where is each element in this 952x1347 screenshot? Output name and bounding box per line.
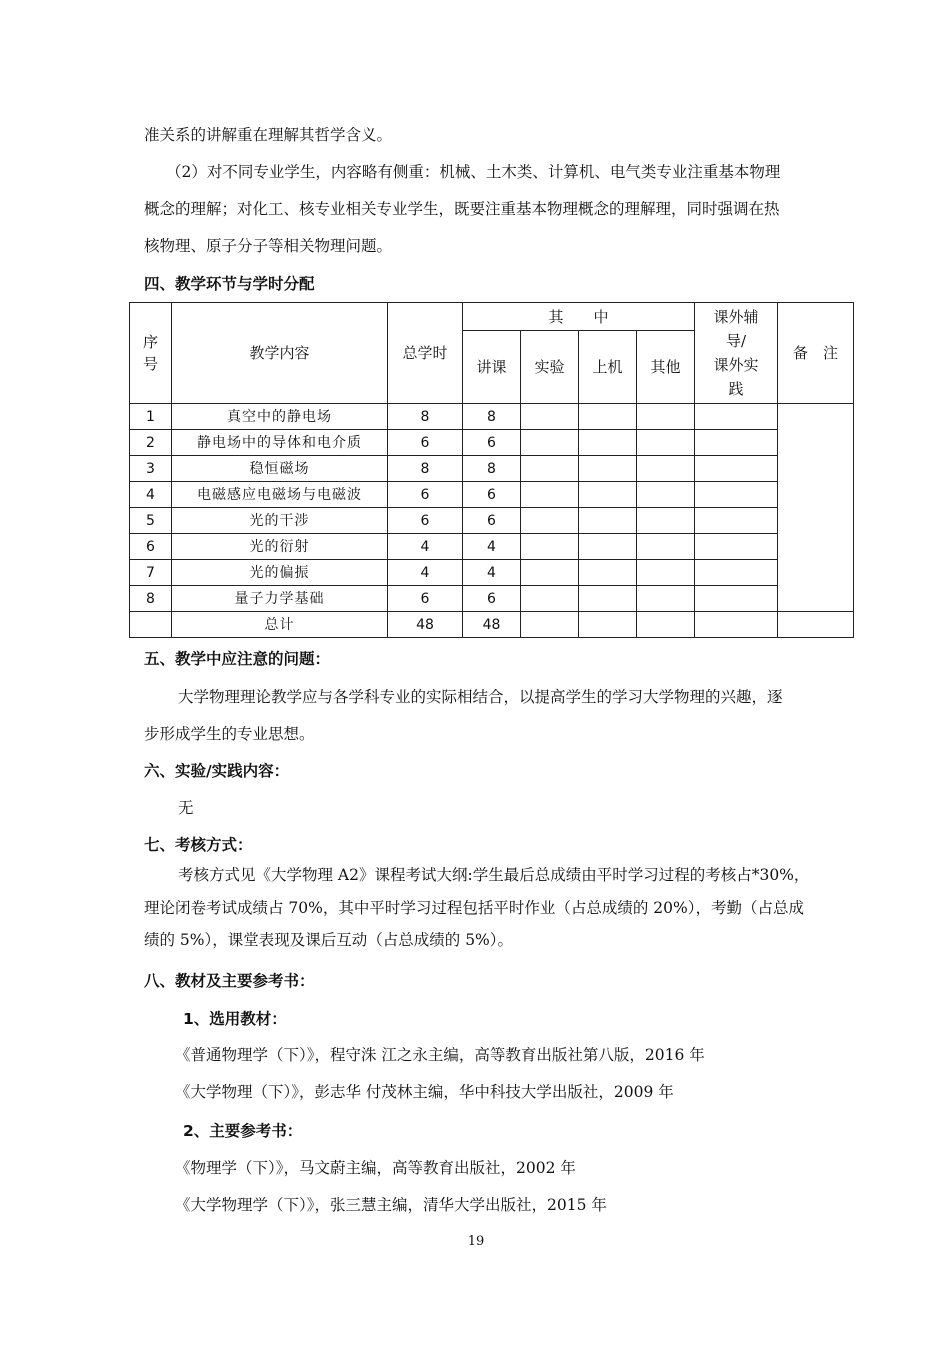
row-other (637, 508, 695, 534)
row-lecture: 6 (463, 508, 521, 534)
row-total: 8 (388, 456, 463, 482)
row-content: 真空中的静电场 (172, 404, 388, 430)
section-heading-4: 四、教学环节与学时分配 (144, 275, 315, 293)
row-other (637, 404, 695, 430)
header-among: 其 中 (463, 303, 695, 331)
row-total: 8 (388, 404, 463, 430)
row-content: 光的干涉 (172, 508, 388, 534)
total-row-experiment (521, 612, 579, 638)
reference-item: 《普通物理学（下）》，程守洙 江之永主编，高等教育出版社第八版，2016 年 (175, 1046, 705, 1064)
paragraph-line: 概念的理解；对化工、核专业相关专业学生，既要注重基本物理概念的理解理，同时强调在热 (144, 200, 780, 218)
row-seq: 1 (130, 404, 172, 430)
total-row-label: 总计 (172, 612, 388, 638)
reference-item: 《物理学（下）》，马文蔚主编，高等教育出版社，2002 年 (175, 1159, 576, 1177)
row-seq: 5 (130, 508, 172, 534)
row-computer (579, 404, 637, 430)
row-content: 静电场中的导体和电介质 (172, 430, 388, 456)
row-lecture: 6 (463, 586, 521, 612)
row-experiment (521, 456, 579, 482)
row-experiment (521, 560, 579, 586)
header-extra-line: 课外辅 (713, 308, 759, 326)
row-lecture: 8 (463, 404, 521, 430)
paragraph-line: （2）对不同专业学生，内容略有侧重：机械、土木类、计算机、电气类专业注重基本物理 (166, 163, 781, 181)
row-content: 光的偏振 (172, 560, 388, 586)
row-total: 6 (388, 482, 463, 508)
row-seq: 4 (130, 482, 172, 508)
row-experiment (521, 404, 579, 430)
row-computer (579, 560, 637, 586)
row-extra (695, 404, 778, 430)
header-total: 总学时 (388, 303, 463, 404)
row-seq: 8 (130, 586, 172, 612)
paragraph-line: 无 (178, 799, 194, 817)
total-row-seq (130, 612, 172, 638)
row-seq: 7 (130, 560, 172, 586)
row-other (637, 456, 695, 482)
row-lecture: 6 (463, 430, 521, 456)
header-lecture: 讲课 (463, 331, 521, 404)
total-row-note (778, 612, 854, 638)
total-row-lecture: 48 (463, 612, 521, 638)
row-extra (695, 534, 778, 560)
paragraph-line: 理论闭卷考试成绩占 70%，其中平时学习过程包括平时作业（占总成绩的 20%），考勤（占总成 (144, 899, 805, 917)
header-extracurricular (695, 303, 778, 404)
header-note: 备 注 (778, 303, 854, 404)
header-other: 其他 (637, 331, 695, 404)
row-other (637, 560, 695, 586)
row-total: 6 (388, 430, 463, 456)
row-other (637, 534, 695, 560)
header-seq: 序号 (130, 303, 172, 404)
row-seq: 2 (130, 430, 172, 456)
row-content: 量子力学基础 (172, 586, 388, 612)
header-extra-line: 课外实 (713, 356, 759, 374)
row-content: 电磁感应电磁场与电磁波 (172, 482, 388, 508)
section-heading-8: 八、教材及主要参考书： (144, 972, 315, 990)
section-heading-7: 七、考核方式： (144, 836, 253, 854)
row-content: 光的衍射 (172, 534, 388, 560)
total-row-extra (695, 612, 778, 638)
paragraph-line: 核物理、原子分子等相关物理问题。 (144, 237, 393, 255)
teaching-hours-table (129, 302, 854, 638)
row-lecture: 6 (463, 482, 521, 508)
row-total: 6 (388, 508, 463, 534)
paragraph-continuation: 准关系的讲解重在理解其哲学含义。 (144, 126, 393, 144)
row-lecture: 8 (463, 456, 521, 482)
reference-item: 《大学物理（下）》，彭志华 付茂林主编，华中科技大学出版社，2009 年 (175, 1083, 674, 1101)
row-experiment (521, 534, 579, 560)
reference-item: 《大学物理学（下）》，张三慧主编，清华大学出版社，2015 年 (175, 1196, 607, 1214)
section-heading-6: 六、实验/实践内容： (144, 762, 290, 780)
row-experiment (521, 430, 579, 456)
subheading-textbook: 1、选用教材： (183, 1010, 287, 1028)
row-experiment (521, 482, 579, 508)
row-computer (579, 456, 637, 482)
row-total: 4 (388, 560, 463, 586)
row-experiment (521, 586, 579, 612)
row-lecture: 4 (463, 560, 521, 586)
note-cell (778, 404, 854, 612)
row-extra (695, 482, 778, 508)
paragraph-line: 考核方式见《大学物理 A2》课程考试大纲:学生最后总成绩由平时学习过程的考核占*30%， (178, 866, 810, 884)
paragraph-line: 步形成学生的专业思想。 (144, 725, 315, 743)
total-row-other (637, 612, 695, 638)
header-extra-line: 导/ (725, 332, 747, 350)
paragraph-line: 大学物理理论教学应与各学科专业的实际相结合，以提高学生的学习大学物理的兴趣，逐 (178, 688, 783, 706)
row-computer (579, 482, 637, 508)
header-extra-line: 践 (728, 380, 744, 398)
page-number: 19 (467, 1234, 485, 1249)
row-other (637, 482, 695, 508)
total-row-total: 48 (388, 612, 463, 638)
row-extra (695, 508, 778, 534)
paragraph-line: 绩的 5%），课堂表现及课后互动（占总成绩的 5%）。 (144, 931, 514, 949)
row-computer (579, 508, 637, 534)
row-other (637, 430, 695, 456)
row-total: 6 (388, 586, 463, 612)
header-experiment: 实验 (521, 331, 579, 404)
subheading-references: 2、主要参考书： (183, 1122, 303, 1140)
header-computer: 上机 (579, 331, 637, 404)
row-extra (695, 456, 778, 482)
row-extra (695, 586, 778, 612)
section-heading-5: 五、教学中应注意的问题： (144, 650, 331, 668)
row-experiment (521, 508, 579, 534)
row-computer (579, 586, 637, 612)
row-extra (695, 430, 778, 456)
row-other (637, 586, 695, 612)
row-computer (579, 430, 637, 456)
row-seq: 6 (130, 534, 172, 560)
row-seq: 3 (130, 456, 172, 482)
row-total: 4 (388, 534, 463, 560)
row-computer (579, 534, 637, 560)
row-extra (695, 560, 778, 586)
row-content: 稳恒磁场 (172, 456, 388, 482)
total-row-computer (579, 612, 637, 638)
header-content: 教学内容 (172, 303, 388, 404)
row-lecture: 4 (463, 534, 521, 560)
